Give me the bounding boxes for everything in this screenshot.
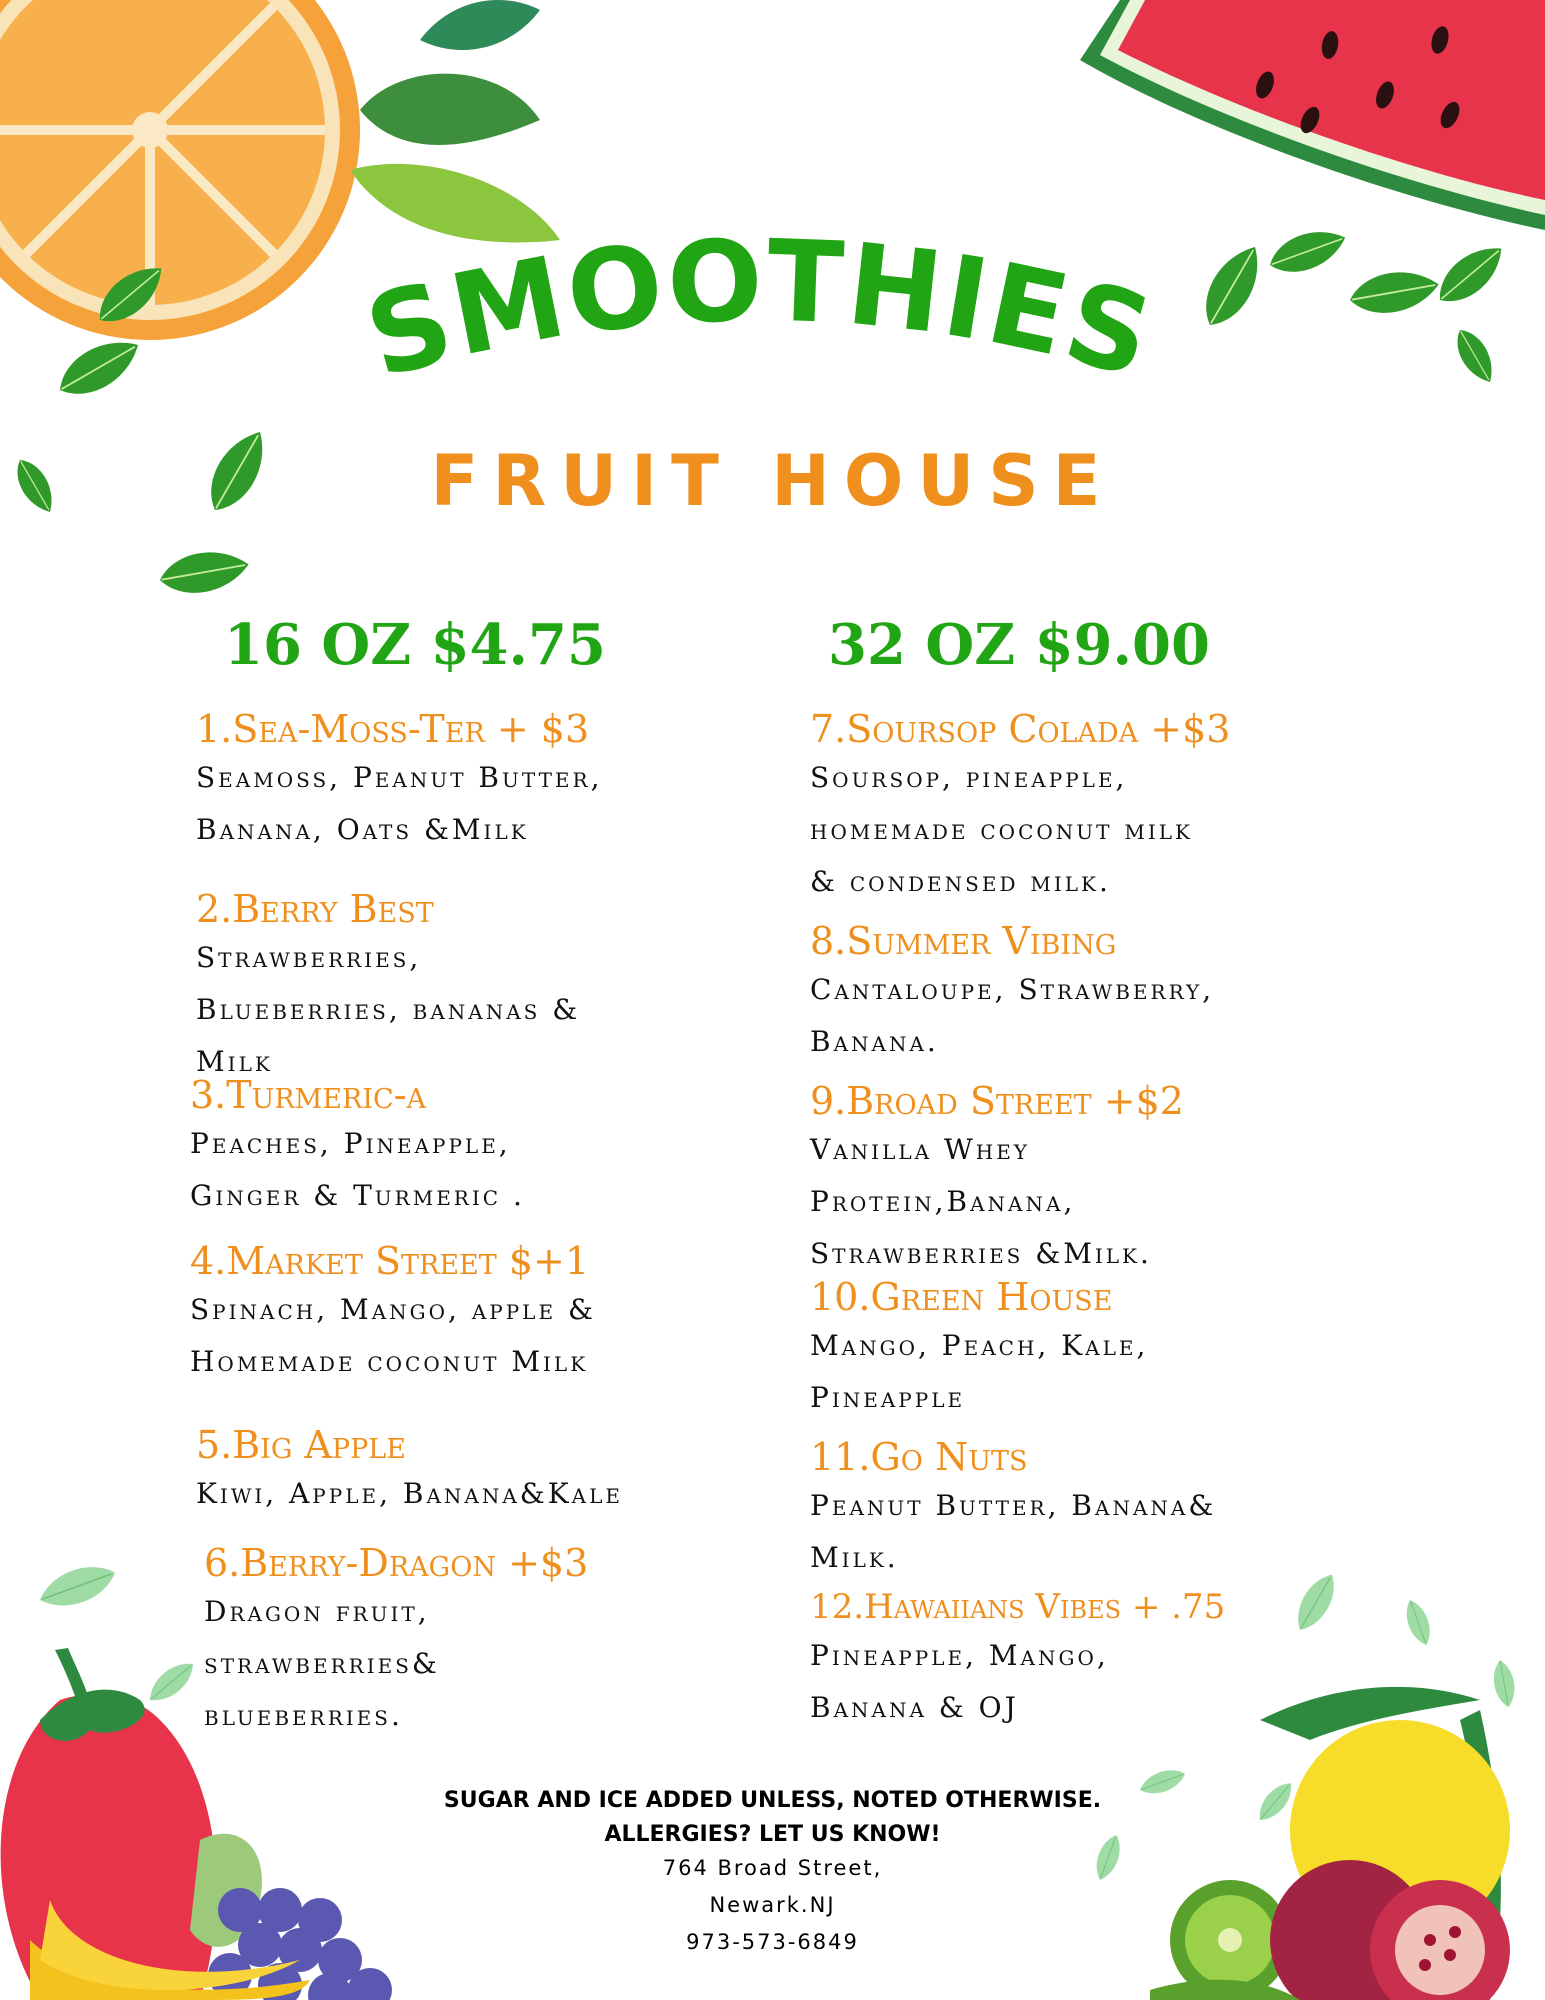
watermelon-slice-icon <box>1080 0 1545 230</box>
menu-item-desc-line: Milk <box>196 1045 273 1078</box>
menu-item-3 <box>190 1072 750 1222</box>
menu-item-name: 4.Market Street $+1 <box>190 1239 590 1283</box>
menu-item-1 <box>196 706 756 856</box>
menu-item-desc-line: Kiwi, Apple, Banana&Kale <box>196 1477 623 1510</box>
menu-item-desc-line: Strawberries &Milk. <box>810 1237 1152 1270</box>
menu-item-desc-line: Milk. <box>810 1541 899 1574</box>
menu-item-desc-line: Pineapple <box>810 1381 966 1414</box>
menu-item-desc-line: Protein,Banana, <box>810 1185 1076 1218</box>
menu-item-12 <box>810 1584 1370 1734</box>
menu-item-desc-line: Peanut Butter, Banana& <box>810 1489 1217 1522</box>
menu-item-name: 12.Hawaiians Vibes + .75 <box>810 1587 1226 1627</box>
menu-item-6 <box>204 1540 764 1742</box>
menu-item-desc-line: strawberries& <box>204 1647 440 1680</box>
leaf-cluster-top-left-icon <box>350 0 560 242</box>
size-large-heading: 32 OZ $9.00 <box>828 612 1210 678</box>
menu-item-desc-line: Soursop, pineapple, <box>810 761 1128 794</box>
menu-item-desc-line: Vanilla Whey <box>810 1133 1030 1166</box>
menu-item-name: 1.Sea-Moss-Ter + $3 <box>196 707 590 751</box>
menu-item-7 <box>810 706 1370 908</box>
menu-item-2 <box>196 886 756 1088</box>
menu-item-desc-line: Banana & OJ <box>810 1691 1019 1724</box>
menu-item-desc-line: Banana. <box>810 1025 939 1058</box>
address-street: 764 Broad Street, <box>662 1856 883 1880</box>
menu-item-name: 11.Go Nuts <box>810 1435 1028 1479</box>
menu-item-4 <box>190 1238 750 1388</box>
allergy-notice: ALLERGIES? LET US KNOW! <box>604 1822 941 1847</box>
menu-item-desc-line: blueberries. <box>204 1699 403 1732</box>
menu-item-desc-line: Spinach, Mango, apple & <box>190 1293 596 1326</box>
menu-item-desc-line: Strawberries, <box>196 941 422 974</box>
menu-item-name: 2.Berry Best <box>196 887 434 931</box>
menu-item-name: 9.Broad Street +$2 <box>810 1079 1184 1123</box>
menu-item-name: 6.Berry-Dragon +$3 <box>204 1541 589 1585</box>
menu-item-name: 10.Green House <box>810 1275 1113 1319</box>
menu-item-desc-line: Ginger & Turmeric . <box>190 1179 525 1212</box>
menu-item-10 <box>810 1274 1370 1424</box>
menu-item-desc-line: & condensed milk. <box>810 865 1111 898</box>
page-subtitle: FRUIT HOUSE <box>430 440 1115 522</box>
menu-item-name: 5.Big Apple <box>196 1423 406 1467</box>
menu-item-desc-line: Peaches, Pineapple, <box>190 1127 511 1160</box>
menu-item-5 <box>196 1422 756 1520</box>
menu-item-desc-line: Pineapple, Mango, <box>810 1639 1109 1672</box>
menu-item-8 <box>810 918 1370 1068</box>
svg-text:SMOOTHIES: SMOOTHIES <box>353 216 1167 404</box>
sugar-ice-notice: SUGAR AND ICE ADDED UNLESS, NOTED OTHERWISE. <box>443 1788 1102 1813</box>
menu-item-11 <box>810 1434 1370 1584</box>
menu-item-9 <box>810 1078 1370 1280</box>
menu-item-desc-line: Cantaloupe, Strawberry, <box>810 973 1215 1006</box>
menu-item-desc-line: Mango, Peach, Kale, <box>810 1329 1149 1362</box>
page-title <box>260 210 1260 450</box>
address-city: Newark.NJ <box>709 1893 836 1917</box>
menu-item-name: 3.Turmeric-a <box>190 1073 427 1117</box>
menu-item-desc-line: Homemade coconut Milk <box>190 1345 589 1378</box>
menu-item-name: 7.Soursop Colada +$3 <box>810 707 1231 751</box>
menu-item-name: 8.Summer Vibing <box>810 919 1117 963</box>
menu-item-desc-line: Seamoss, Peanut Butter, <box>196 761 603 794</box>
menu-item-desc-line: Dragon fruit, <box>204 1595 430 1628</box>
menu-item-desc-line: homemade coconut milk <box>810 813 1193 846</box>
phone-number: 973-573-6849 <box>686 1930 859 1954</box>
menu-item-desc-line: Banana, Oats &Milk <box>196 813 529 846</box>
menu-item-desc-line: Blueberries, bananas & <box>196 993 581 1026</box>
size-small-heading: 16 OZ $4.75 <box>224 612 606 678</box>
